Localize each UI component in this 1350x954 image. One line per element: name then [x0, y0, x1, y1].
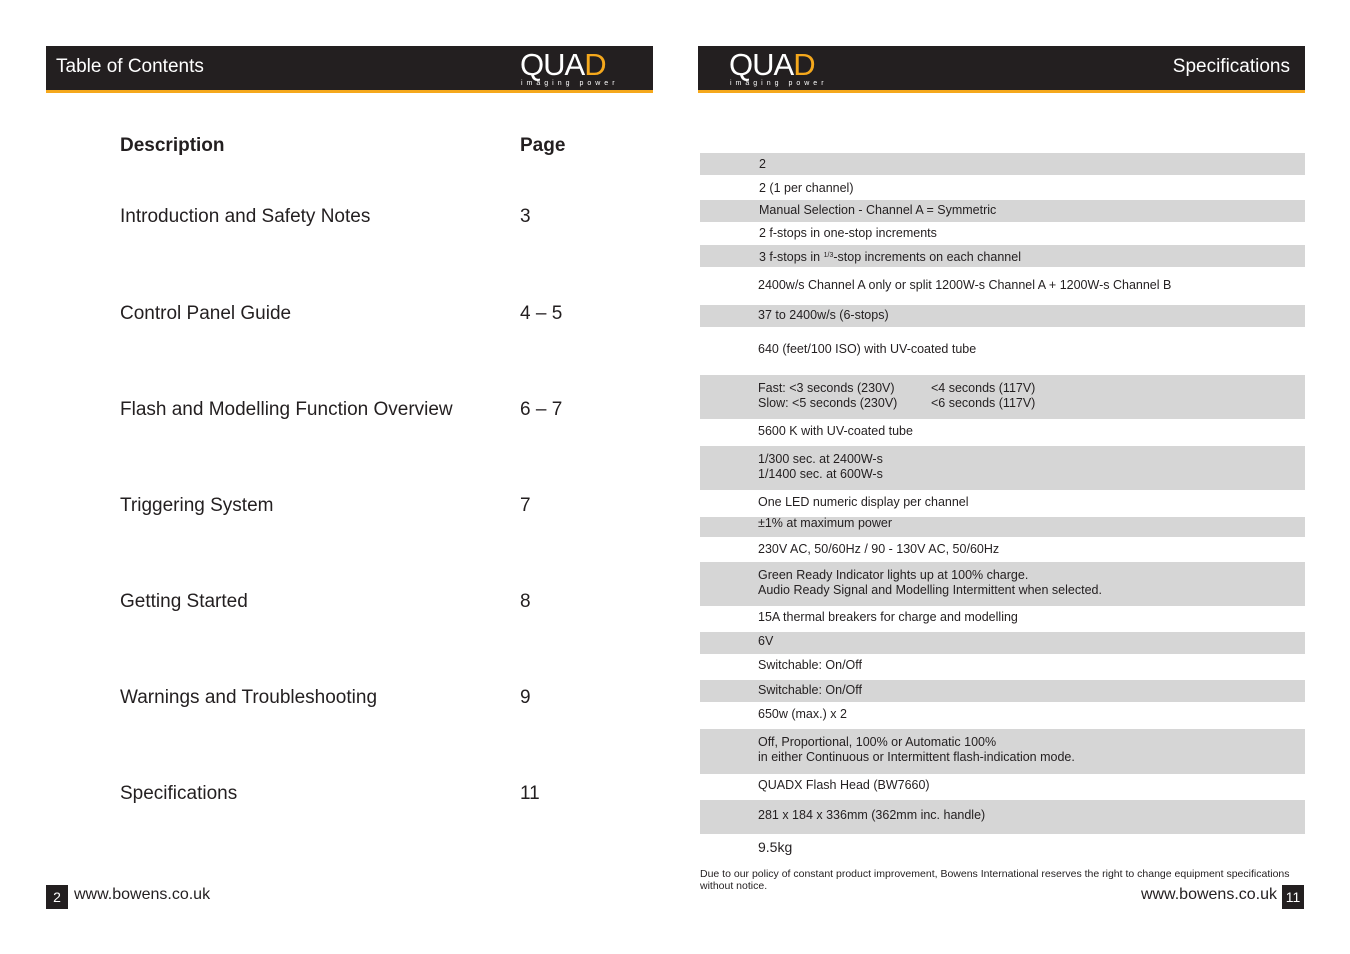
logo-word: QUAD	[520, 47, 606, 82]
left-footer-url[interactable]: www.bowens.co.uk	[74, 886, 211, 903]
spec-row	[700, 200, 1305, 222]
spec-value: One LED numeric display per channel	[758, 495, 969, 509]
right-header-bar	[698, 46, 1305, 93]
left-page-number: 2	[46, 885, 68, 909]
spec-value: 640 (feet/100 ISO) with UV-coated tube	[758, 342, 977, 356]
spec-row	[700, 330, 1305, 370]
spec-value: Switchable: On/Off	[758, 658, 862, 672]
logo-tagline: imaging power	[521, 80, 619, 87]
spec-row	[700, 517, 1305, 537]
spec-row	[700, 608, 1305, 630]
spec-value: 15A thermal breakers for charge and modelling	[758, 610, 1018, 624]
spec-value: 5600 K with UV-coated tube	[758, 424, 913, 438]
spec-row	[700, 632, 1305, 654]
toc-entry-title[interactable]: Warnings and Troubleshooting	[120, 687, 378, 708]
toc-entry-page: 11	[520, 783, 540, 804]
spec-row	[700, 539, 1305, 561]
spec-row	[700, 492, 1305, 514]
toc-entry-title[interactable]: Getting Started	[120, 591, 248, 612]
toc-entry-page: 9	[520, 687, 531, 708]
spec-value: 2 (1 per channel)	[759, 181, 854, 195]
spec-row	[700, 800, 1305, 834]
spec-value: ±1% at maximum power	[758, 516, 892, 530]
spec-value: 1/300 sec. at 2400W-s 1/1400 sec. at 600W-s	[758, 452, 883, 481]
spec-value: Manual Selection - Channel A = Symmetric	[759, 203, 997, 217]
spec-row	[700, 223, 1305, 245]
spec-row	[700, 446, 1305, 490]
left-header-bar	[46, 46, 653, 93]
toc-entry-page: 7	[520, 495, 531, 516]
toc-entry-title[interactable]: Flash and Modelling Function Overview	[120, 399, 453, 420]
disclaimer: Due to our policy of constant product improvement, Bowens International reserves the right to change equipment specifications without notice.	[700, 868, 1290, 892]
quad-logo	[729, 47, 828, 89]
spec-row	[700, 776, 1305, 798]
toc-entry-title[interactable]: Specifications	[120, 783, 238, 804]
logo-tagline: imaging power	[730, 80, 828, 87]
spec-value: 281 x 184 x 336mm (362mm inc. handle)	[758, 808, 986, 822]
left-header-title: Table of Contents	[56, 56, 204, 77]
spec-row	[700, 837, 1305, 859]
toc-header-page: Page	[520, 135, 566, 156]
spec-value: 9.5kg	[758, 839, 793, 855]
spec-row	[700, 729, 1305, 774]
spec-value: Green Ready Indicator lights up at 100% charge. Audio Ready Signal and Modelling Intermittent when selected.	[758, 568, 1102, 597]
toc-entry-page: 6 – 7	[520, 399, 563, 420]
spec-value: 230V AC, 50/60Hz / 90 - 130V AC, 50/60Hz	[758, 542, 1000, 556]
toc-entry-title[interactable]: Triggering System	[120, 495, 274, 516]
toc-entry-title[interactable]: Introduction and Safety Notes	[120, 206, 371, 227]
spec-value: Switchable: On/Off	[758, 683, 862, 697]
spec-value: 2400w/s Channel A only or split 1200W-s Channel A + 1200W-s Channel B	[758, 278, 1172, 292]
toc-entry-page: 8	[520, 591, 531, 612]
spec-value: QUADX Flash Head (BW7660)	[758, 778, 930, 792]
spec-value: 2 f-stops in one-stop increments	[759, 226, 937, 240]
spec-value: Fast: <3 seconds (230V) Slow: <5 seconds (230V) <4 seconds (117V) <6 seconds (117V)	[758, 381, 1036, 410]
right-page-number: 11	[1282, 885, 1304, 909]
spec-value-117v: <4 seconds (117V) <6 seconds (117V)	[931, 381, 1036, 410]
toc-entry-page: 4 – 5	[520, 303, 563, 324]
quad-logo	[520, 47, 619, 89]
spec-row	[700, 704, 1305, 726]
spec-value: 3 f-stops in $^{1/3}$-stop increments on each channel	[759, 250, 1021, 264]
spec-row	[700, 656, 1305, 678]
spec-value: 6V	[758, 634, 774, 648]
toc-header-description: Description	[120, 135, 225, 156]
spec-row	[700, 270, 1305, 302]
spec-value: 650w (max.) x 2	[758, 707, 847, 721]
spec-row	[700, 177, 1305, 199]
spec-row	[700, 153, 1305, 175]
spec-value: Off, Proportional, 100% or Automatic 100% in either Continuous or Intermittent flash-indication mode.	[758, 735, 1075, 764]
spec-row	[700, 680, 1305, 702]
spec-row	[700, 562, 1305, 606]
right-footer-url[interactable]: www.bowens.co.uk	[1140, 886, 1277, 903]
spec-row	[700, 245, 1305, 267]
spec-row	[700, 305, 1305, 327]
toc-entry-page: 3	[520, 206, 531, 227]
right-header-title: Specifications	[1172, 56, 1290, 77]
one-third-fraction: 1/3	[823, 252, 834, 259]
spec-value: 2	[759, 157, 766, 171]
logo-word: QUAD	[729, 47, 815, 82]
spec-value: 37 to 2400w/s (6-stops)	[758, 308, 889, 322]
spec-row	[700, 421, 1305, 443]
spec-row	[700, 375, 1305, 419]
toc-entry-title[interactable]: Control Panel Guide	[120, 303, 292, 324]
